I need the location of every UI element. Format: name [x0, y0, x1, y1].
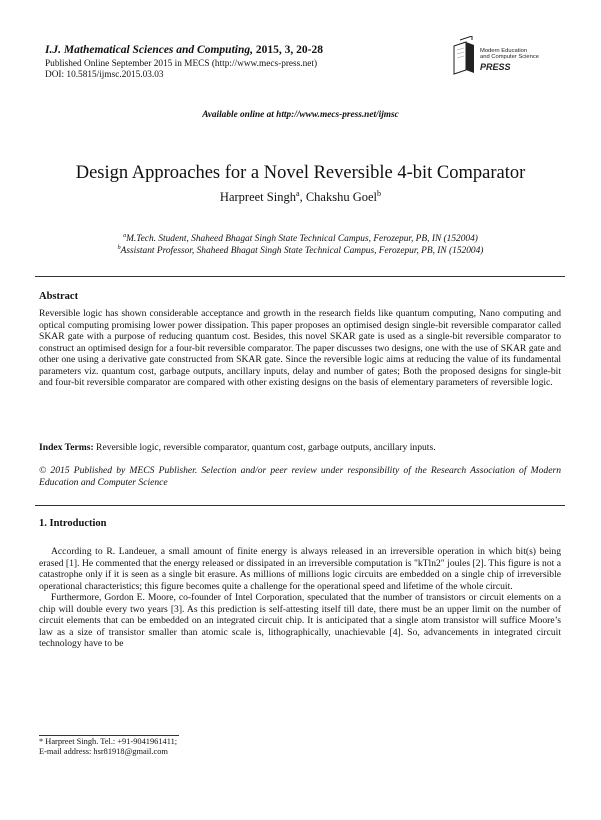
- abstract-heading: Abstract: [39, 291, 79, 302]
- divider: [35, 505, 565, 506]
- intro-body: [39, 546, 561, 650]
- publication-line: Published Online September 2015 in MECS (http://www.mecs-press.net): [45, 59, 318, 69]
- available-online: Available online at http://www.mecs-press.net/ijmsc: [202, 110, 399, 120]
- publisher-logo: [452, 36, 562, 78]
- paragraph: Furthermore, Gordon E. Moore, co-founder of Intel Corporation, speculated that the number of transistors or circuit elements on a chip will double every two years [3]. As this prediction is self-attesting itself till date, there must be an upper limit on the number of circuit elements that can be embedded on an integrated circuit chip. It is anticipated that a single atom transistor will suffice Moore’s law as a size of transistor smaller than atomic scale is, lithographically, unachievable [4]. So, advancements in integrated circuit technology have to be: [39, 592, 561, 649]
- author-separator: ,: [299, 190, 306, 204]
- logo-line2: and Computer Science: [480, 54, 539, 60]
- journal-title: I.J. Mathematical Sciences and Computing, 2015, 3, 20-28: [45, 44, 323, 56]
- page-title: Design Approaches for a Novel Reversible 4-bit Comparator: [75, 163, 526, 183]
- footnote-divider: [39, 735, 179, 736]
- logo-line1: Modern Education: [480, 48, 528, 54]
- divider: [35, 276, 565, 277]
- footnote-contact: * Harpreet Singh. Tel.: +91-9041961411;: [39, 737, 178, 746]
- section-heading: 1. Introduction: [39, 518, 107, 529]
- author-name: Harpreet Singh: [219, 190, 296, 204]
- affiliation-a: $^a$M.Tech. Student, Shaheed Bhagat Singh State Technical Campus, Ferozepur, PB, IN (152004): [123, 232, 478, 244]
- copyright-notice: © 2015 Published by MECS Publisher. Selection and/or peer review under responsibility of the Research Association of Modern Education and Computer Science: [39, 465, 561, 488]
- book-icon: [452, 36, 562, 78]
- affiliation-b: $^b$Assistant Professor, Shaheed Bhagat Singh State Technical Campus, Ferozepur, PB, IN (152004): [117, 244, 484, 256]
- index-terms-label: Index Terms:: [39, 442, 94, 453]
- abstract-body: Reversible logic has shown considerable acceptance and growth in the research fields like quantum computing, Nano computing and optical computing promising lower power dissipation. This paper proposes an optimised design single-bit reversible comparator called SKAR gate with a purpose of reducing quantum cost. Besides, this novel SKAR gate is used as a single-bit reversible comparator to construct an optimised design for a four-bit reversible comparator. The paper discusses two designs, one with the use of SKAR gate and other one using a derivative gate constructed from SKAR gate. Since the reversible logic aims at reducing the value of its fundamental parameters viz. quantum cost, garbage outputs, ancillary inputs, delay and number of gates; Both the proposed designs for single-bit and four-bit reversible comparator are compared with other existing designs on the basis of elementary parameters of reversible logic.: [39, 308, 561, 388]
- footnote-email: E-mail address: hsr81918@gmail.com: [39, 747, 168, 756]
- author-name: Chakshu Goel: [305, 190, 377, 204]
- paragraph: According to R. Landeuer, a small amount of finite energy is always released in an irreversible operation in which bit(s) being erased [1]. He commented that the energy released or dissipated in an irreversible computation is "kTln2" joules [2]. This figure is not a catastrophe only if it is seen as a single bit erasure. As millions of millions logic circuits are embedded on a single chip of irreversible operational characteristics; this figure becomes quite a challenge for the operational speed and lifetime of the whole circuit.: [39, 546, 561, 592]
- author-mark: b: [377, 188, 382, 198]
- index-terms: [39, 442, 561, 454]
- journal-issue: 2015, 3, 20-28: [252, 44, 323, 56]
- index-terms-text: Reversible logic, reversible comparator, quantum cost, garbage outputs, ancillary inputs.: [93, 442, 436, 453]
- authors-line: [0, 190, 601, 205]
- author-mark: a: [295, 188, 300, 198]
- logo-press: PRESS: [480, 62, 511, 72]
- doi-line: DOI: 10.5815/ijmsc.2015.03.03: [45, 70, 164, 80]
